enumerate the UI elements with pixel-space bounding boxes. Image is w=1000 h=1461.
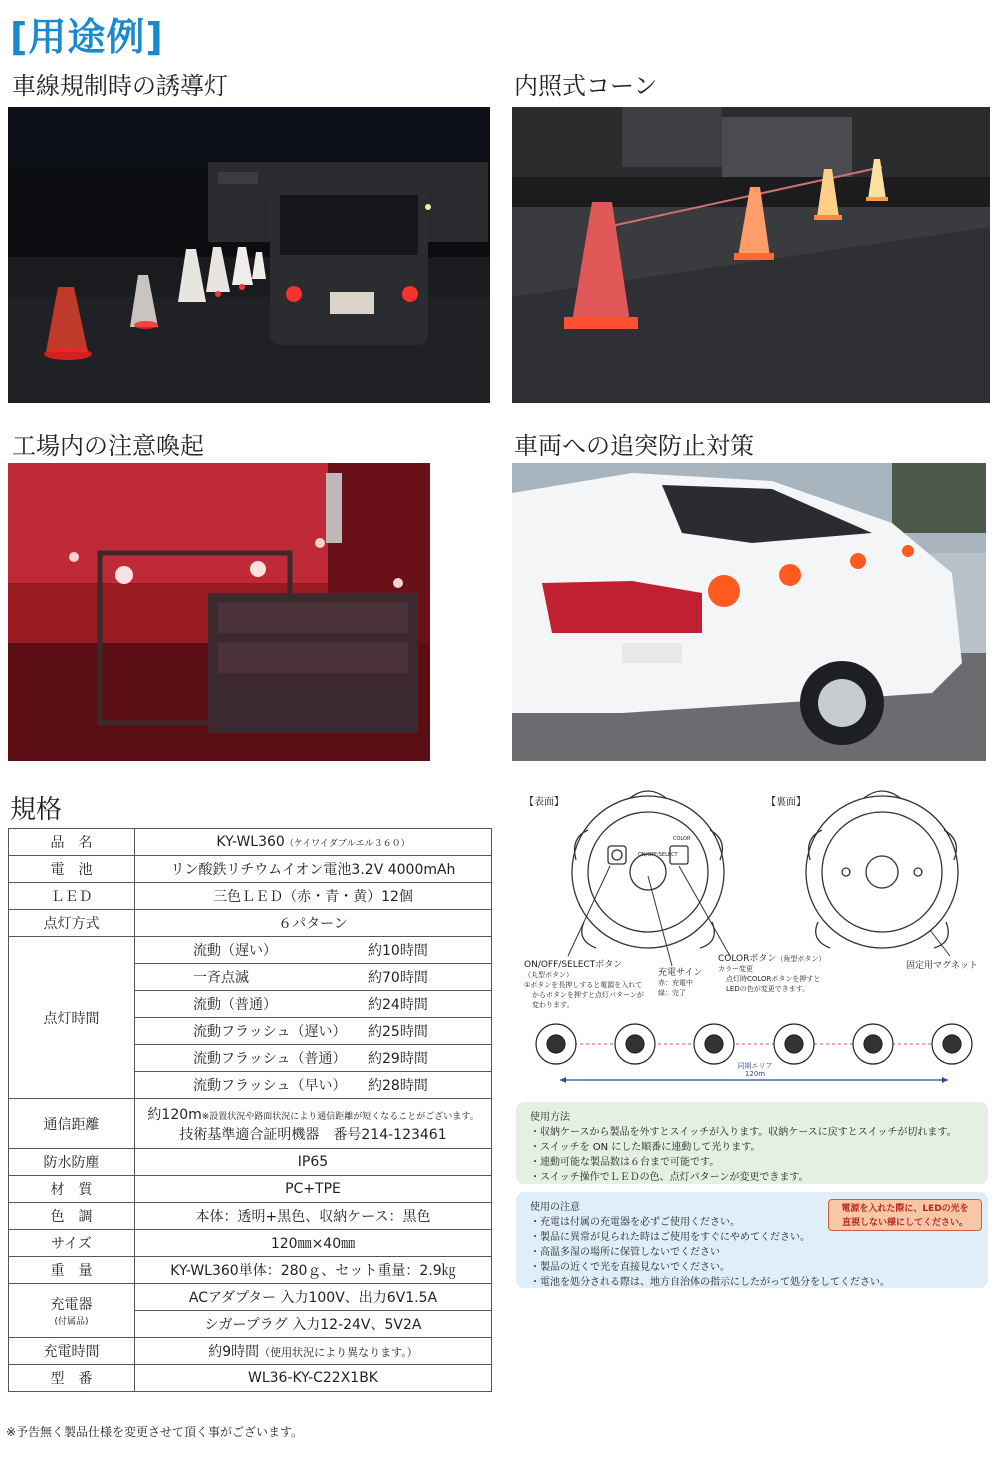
onoff-callout: ON/OFF/SELECTボタン （丸型ボタン） ①ボタンを長押しすると電源を入れて からボタンを押すと点灯パターンが 変わります。 [524,960,644,1009]
spec-label-size: サイズ [9,1230,135,1257]
photo-lit-cones [512,107,990,403]
table-row [9,883,492,910]
product-drawing [560,780,980,970]
spec-comm: 約120m※設置状況や路面状況により通信距離が短くなることがございます。 技術基準適合証明機器 番号214-123461 [135,1099,492,1149]
table-row [9,829,492,856]
table-row [9,1338,492,1365]
table-row [9,937,492,964]
photo-caption-lane: 車線規制時の誘導灯 [12,72,228,100]
spec-lighting-time: 流動（普通） 約24時間 [135,991,492,1018]
photo-caption-factory: 工場内の注意喚起 [12,432,204,460]
sync-diagram [524,1014,984,1088]
spec-label-charge-time: 充電時間 [9,1338,135,1365]
spec-label-lighting-mode: 点灯方式 [9,910,135,937]
list-item: ・電池を処分される際は、地方自治体の指示にしたがって処分をしてください。 [530,1277,890,1288]
sync-area-label: 同期エリア 120m [737,1062,773,1078]
spec-label-waterproof: 防水防塵 [9,1149,135,1176]
back-label: 【裏面】 [766,797,806,808]
usage-box [516,1102,988,1184]
spec-lighting-time: 一斉点滅 約70時間 [135,964,492,991]
spec-label-lighting-time: 点灯時間 [9,937,135,1099]
table-row [9,1099,492,1149]
onoff-button-label: ON/OFF/SELECT [638,852,678,858]
spec-label-charger: 充電器 (付属品) [9,1284,135,1338]
table-row [9,1365,492,1392]
spec-size: 120㎜×40㎜ [135,1230,492,1257]
photo-vehicle [512,463,986,761]
color-callout: COLORボタン（角型ボタン） カラー変更 点灯時COLORボタンを押すと LEDの色が変更できます。 [718,954,826,993]
table-row [9,1203,492,1230]
spec-title: 規格 [10,795,63,825]
spec-model: WL36-KY-C22X1BK [135,1365,492,1392]
spec-label-material: 材 質 [9,1176,135,1203]
spec-led: 三色ＬＥＤ（赤・青・黄）12個 [135,883,492,910]
table-row [9,1176,492,1203]
table-row [9,1230,492,1257]
list-item: ・スイッチを ON にした順番に連動して光ります。 [530,1142,761,1153]
magnet-callout: 固定用マグネット [906,961,978,971]
table-row [9,1149,492,1176]
list-item: ・製品に異常が見られた時はご使用をすぐにやめてください。 [530,1232,810,1243]
list-item: ・高温多湿の場所に保管しないでください [530,1247,720,1258]
spec-weight: KY-WL360単体：280ｇ、セット重量：2.9㎏ [135,1257,492,1284]
page-title: [用途例] [10,15,164,59]
spec-material: PC+TPE [135,1176,492,1203]
warning-badge: 電源を入れた際に、LEDの光を 直視しない様にしてください。 [828,1199,982,1231]
usage-title: 使用方法 [530,1112,570,1123]
spec-lighting-time: 流動フラッシュ（普通） 約29時間 [135,1045,492,1072]
photo-caption-cone: 内照式コーン [514,72,658,100]
spec-lighting-time: 流動フラッシュ（早い） 約28時間 [135,1072,492,1099]
list-item: ・収納ケースから製品を外すとスイッチが入ります。収納ケースに戻すとスイッチが切れます。 [530,1127,957,1138]
table-row [9,1257,492,1284]
spec-label-product-name: 品 名 [9,829,135,856]
spec-product-name: KY-WL360（ケイワイダブルエル３６０） [135,829,492,856]
product-diagram [560,780,980,970]
list-item: ・充電は付属の充電器を必ずご使用ください。 [530,1217,740,1228]
color-button-label: COLOR [673,836,691,842]
spec-label-color: 色 調 [9,1203,135,1230]
spec-label-battery: 電 池 [9,856,135,883]
spec-label-comm: 通信距離 [9,1099,135,1149]
spec-table [8,828,492,1392]
charge-sign-callout: 充電サイン 赤：充電中 緑：完了 [658,968,703,997]
list-item: ・スイッチ操作でＬＥＤの色、点灯パターンが変更できます。 [530,1172,809,1183]
front-label: 【表面】 [524,797,564,808]
table-row [9,856,492,883]
spec-charger: シガープラグ 入力12-24V、5V2A [135,1311,492,1338]
spec-label-model: 型 番 [9,1365,135,1392]
spec-charge-time: 約9時間（使用状況により異なります。） [135,1338,492,1365]
spec-lighting-time: 流動フラッシュ（遅い） 約25時間 [135,1018,492,1045]
spec-charger: ACアダプター 入力100V、出力6V1.5A [135,1284,492,1311]
spec-lighting-time: 流動（遅い） 約10時間 [135,937,492,964]
list-item: ・連動可能な製品数は６台まで可能です。 [530,1157,720,1168]
photo-factory [8,463,430,761]
caution-title: 使用の注意 [530,1202,580,1213]
table-row [9,910,492,937]
list-item: ・製品の近くで光を直接見ないでください。 [530,1262,730,1273]
spec-label-weight: 重 量 [9,1257,135,1284]
spec-label-led: ＬＥＤ [9,883,135,910]
footnote: ※予告無く製品仕様を変更させて頂く事がございます。 [6,1425,304,1439]
photo-caption-vehicle: 車両への追突防止対策 [514,432,754,460]
spec-waterproof: IP65 [135,1149,492,1176]
table-row [9,1284,492,1311]
spec-lighting-mode: ６パターン [135,910,492,937]
photo-lane-restriction [8,107,490,403]
spec-battery: リン酸鉄リチウムイオン電池3.2V 4000mAh [135,856,492,883]
spec-color: 本体：透明+黒色、収納ケース：黒色 [135,1203,492,1230]
